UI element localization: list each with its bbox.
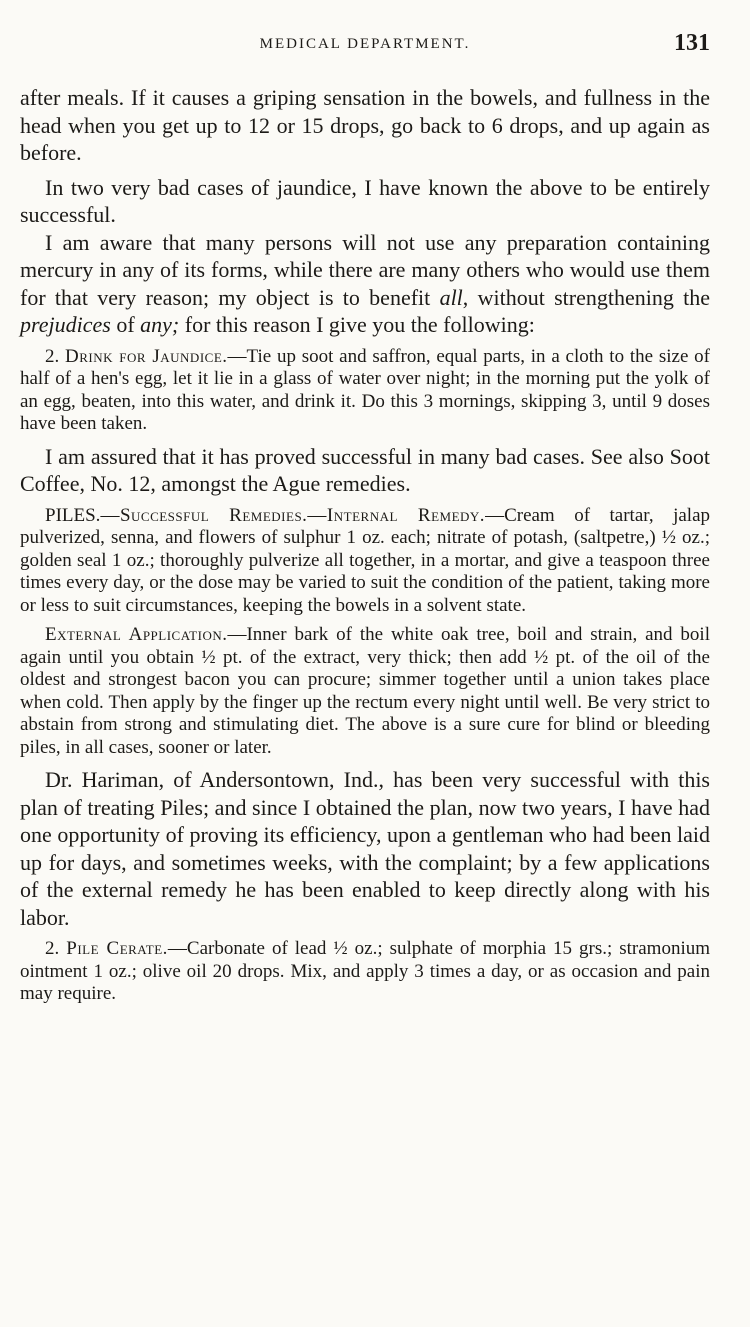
paragraph-soot-coffee-note: I am assured that it has proved successful in many bad cases. See also Soot Coffee, No. 12, amongst the Ague remedies. — [20, 443, 710, 496]
page-header — [20, 30, 710, 58]
recipe-number: 2. — [45, 345, 60, 367]
emphasis-all: all — [439, 284, 463, 310]
page-body — [20, 84, 710, 1006]
recipe-piles-internal: PILES.—Successful Remedies.—Internal Remedy.—Cream of tartar, jalap pulverized, senna, and flowers of sulphur 1 oz. each; nitrate of potash, (saltpetre,) ½ oz.; golden seal 1 oz.; thoroughly pulverize all together, in a mortar, and give a teaspoon three times every day, or the dose may be varied to suit the condition of the patient, taking more or less to suit circumstances, keeping the bowels in a solvent state. — [20, 504, 710, 616]
recipe-number: 2. — [45, 938, 60, 959]
recipe-drink-for-jaundice: 2. Drink for Jaundice.—Tie up soot and saffron, equal parts, in a cloth to the size of half of a hen's egg, let it lie in a glass of water over night; in the morning put the yolk of an egg, beaten, into this water, and drink it. Do this 3 mornings, skipping 3, until 9 doses have been taken. — [20, 345, 710, 434]
recipe-heading: —Successful Remedies.—Internal Remedy. — [100, 504, 486, 526]
paragraph-continuation: after meals. If it causes a griping sensation in the bowels, and fullness in the head when you get up to 12 or 15 drops, go back to 6 drops, and up again as before. — [20, 85, 710, 165]
recipe-heading: Drink for Jaundice. — [65, 345, 228, 367]
paragraph-jaundice-cases: In two very bad cases of jaundice, I have known the above to be entirely successful. — [20, 174, 710, 227]
recipe-heading: External Application. — [45, 624, 228, 645]
recipe-pile-cerate: 2. Pile Cerate.—Carbonate of lead ½ oz.; sulphate of morphia 15 grs.; stramonium ointment 1 oz.; olive oil 20 drops. Mix, and apply 3 times a day, or as occasion and pain may require. — [20, 938, 711, 1004]
recipe-heading: Pile Cerate. — [66, 938, 168, 959]
paragraph-mercury-note: I am aware that many persons will not use any preparation containing mercury in any of its forms, while there are many others who would use them for that very reason; my object is to benefit all, without strengthening the prejudices of any; for this reason I give you the following: — [20, 229, 711, 337]
running-head: MEDICAL DEPARTMENT. — [259, 36, 471, 52]
page-number: 131 — [674, 30, 710, 56]
emphasis-prejudices: prejudices — [20, 312, 111, 337]
emphasis-any: any; — [140, 312, 180, 337]
recipe-piles-external: External Application.—Inner bark of the white oak tree, boil and strain, and boil again until you obtain ½ pt. of the extract, very thick; then add ½ pt. of the oil of the oldest and strongest bacon you can procure; simmer together until a union takes place when cold. Then apply by the finger up the rectum every night until well. Be very strict to abstain from strong and stimulating diet. The above is a sure cure for blind or bleeding piles, in all cases, sooner or later. — [20, 624, 710, 758]
section-heading-piles: PILES. — [45, 504, 101, 526]
paragraph-dr-hariman: Dr. Hariman, of Andersontown, Ind., has been very successful with this plan of treating Piles; and since I obtained the plan, now two years, I have had one opportunity of proving its efficiency, upon a gentleman who had been laid up for days, and sometimes weeks, with the complaint; by a few applications of the external remedy he has been enabled to keep directly along with his labor. — [20, 767, 710, 930]
